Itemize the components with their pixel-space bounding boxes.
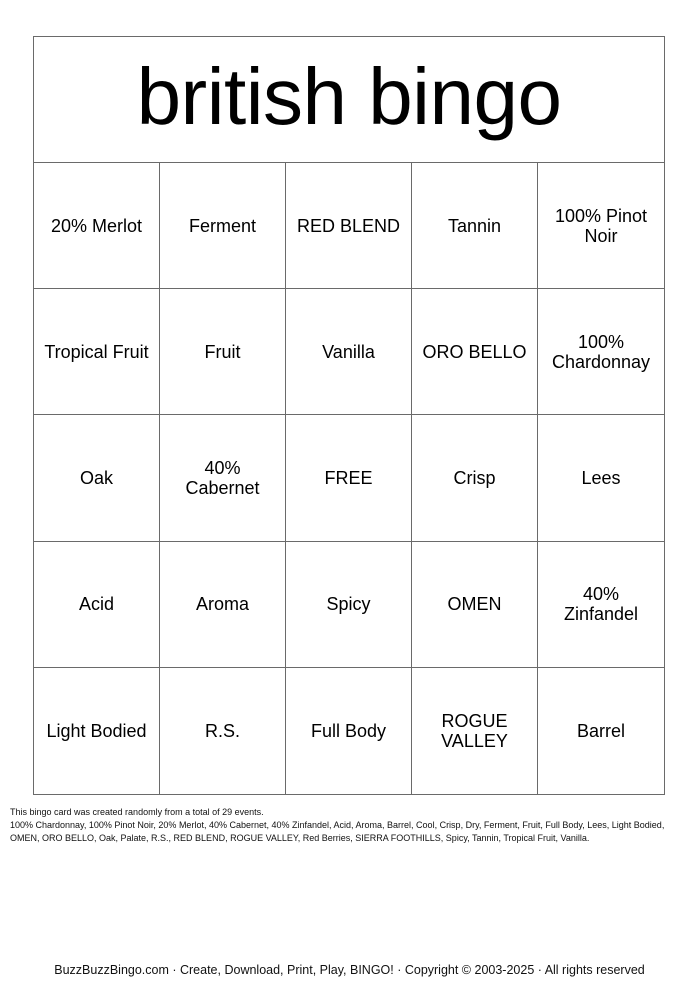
bingo-card [33,36,665,795]
bingo-cell: Ferment [160,163,286,289]
bingo-cell: 20% Merlot [34,163,160,289]
bingo-cell: Barrel [576,720,625,741]
bingo-cell: Light Bodied [34,668,160,794]
bingo-cell: Spicy [286,542,412,668]
bingo-cell: Tropical Fruit [34,289,160,415]
bingo-cell: RED BLEND [286,163,412,289]
bingo-cell: Lees [538,415,664,541]
card-info [10,806,690,845]
bingo-cell: R.S. [160,668,286,794]
bingo-cell: 40% Zinfandel [538,542,664,668]
free-space-cell: FREE [286,415,412,541]
bingo-cell: Aroma [160,542,286,668]
bingo-cell: Crisp [412,415,538,541]
bingo-cell: ORO BELLO [412,289,538,415]
bingo-cell: ROGUE VALLEY [412,668,538,794]
bingo-cell: Full Body [286,668,412,794]
bingo-cell: Oak [34,415,160,541]
bingo-cell: 100% Pinot Noir [538,163,664,289]
bingo-cell: Acid [34,542,160,668]
bingo-cell: 100% Chardonnay [538,289,664,415]
card-title: british bingo [136,51,562,141]
bingo-cell: Tannin [412,163,538,289]
bingo-grid [34,163,664,794]
site-footer: BuzzBuzzBingo.com · Create, Download, Print, Play, BINGO! · Copyright © 2003-2025 · All rights reserved [54,963,645,977]
bingo-cell: Vanilla [286,289,412,415]
bingo-cell: 40% Cabernet [160,415,286,541]
info-summary: This bingo card was created randomly from a total of 29 events. [10,807,264,817]
info-event-list: 100% Chardonnay, 100% Pinot Noir, 20% Merlot, 40% Cabernet, 40% Zinfandel, Acid, Aroma, Barrel, Cool, Crisp, Dry, Ferment, Fruit, Full Body, Lees, Light Bodied, OMEN, ORO BELLO, Oak, Palate, R.S., RED BLEND, ROGUE VALLEY, Red Berries, SIERRA FOOTHILLS, Spicy, Tannin, Tropical Fruit, Vanilla. [10,820,665,843]
title-cell [34,37,664,163]
bingo-cell: Fruit [160,289,286,415]
bingo-cell: OMEN [412,542,538,668]
